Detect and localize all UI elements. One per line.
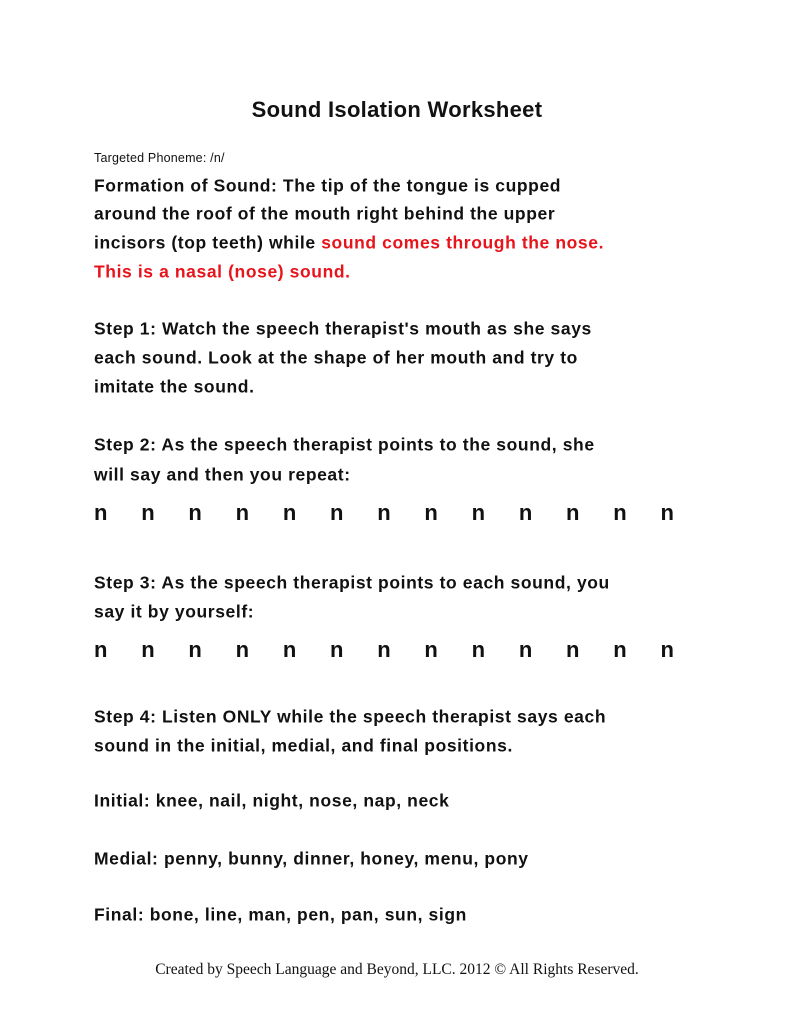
step4-line: sound in the initial, medial, and final positions. [94,735,513,756]
sound-letter: n [94,637,108,662]
sound-letter: n [141,500,155,525]
sound-letter: n [377,500,391,525]
final-words: Final: bone, line, man, pen, pan, sun, sign [94,904,467,925]
sound-letter: n [471,637,486,662]
sound-letter: n [660,500,674,525]
formation-highlight: This is a nasal (nose) sound. [94,261,351,282]
sound-letter: n [660,637,674,662]
step4-line: Step 4: Listen ONLY while the speech therapist says each [94,706,607,727]
step3-letter-row [94,637,674,663]
step1-line: each sound. Look at the shape of her mouth and try to [94,347,578,368]
sound-letter: n [518,637,533,662]
step2-letter-row [94,500,674,526]
copyright-footer: Created by Speech Language and Beyond, LLC. 2012 © All Rights Reserved. [155,961,639,978]
step2-line: Step 2: As the speech therapist points to the sound, she [94,434,595,455]
sound-letter: n [377,637,391,662]
targeted-phoneme: Targeted Phoneme: /n/ [94,151,225,165]
sound-letter: n [330,500,344,525]
sound-letter: n [424,500,438,525]
sound-letter: n [188,637,202,662]
formation-line: around the roof of the mouth right behind the upper [94,203,556,224]
sound-letter: n [566,500,580,525]
sound-letter: n [330,637,344,662]
sound-letter: n [141,637,155,662]
sound-letter: n [188,500,202,525]
sound-letter: n [566,637,580,662]
worksheet-title: Sound Isolation Worksheet [251,97,543,122]
step1-line: imitate the sound. [94,376,255,397]
step2-line: will say and then you repeat: [94,464,351,485]
formation-line: Formation of Sound: The tip of the tongue is cupped [94,175,562,196]
formation-text: incisors (top teeth) while [94,232,322,253]
step3-line: Step 3: As the speech therapist points to each sound, you [94,572,610,593]
sound-letter: n [235,500,250,525]
sound-letter: n [613,500,627,525]
sound-letter: n [471,500,486,525]
sound-letter: n [282,637,297,662]
step1-line: Step 1: Watch the speech therapist's mouth as she says [94,318,592,339]
sound-letter: n [235,637,250,662]
step3-line: say it by yourself: [94,601,255,622]
sound-letter: n [424,637,438,662]
sound-letter: n [94,500,108,525]
formation-highlight: sound comes through the nose. [321,232,605,253]
sound-letter: n [613,637,627,662]
sound-letter: n [282,500,297,525]
medial-words: Medial: penny, bunny, dinner, honey, menu, pony [94,848,529,869]
initial-words: Initial: knee, nail, night, nose, nap, neck [94,790,450,811]
sound-letter: n [518,500,533,525]
formation-line [94,233,604,254]
